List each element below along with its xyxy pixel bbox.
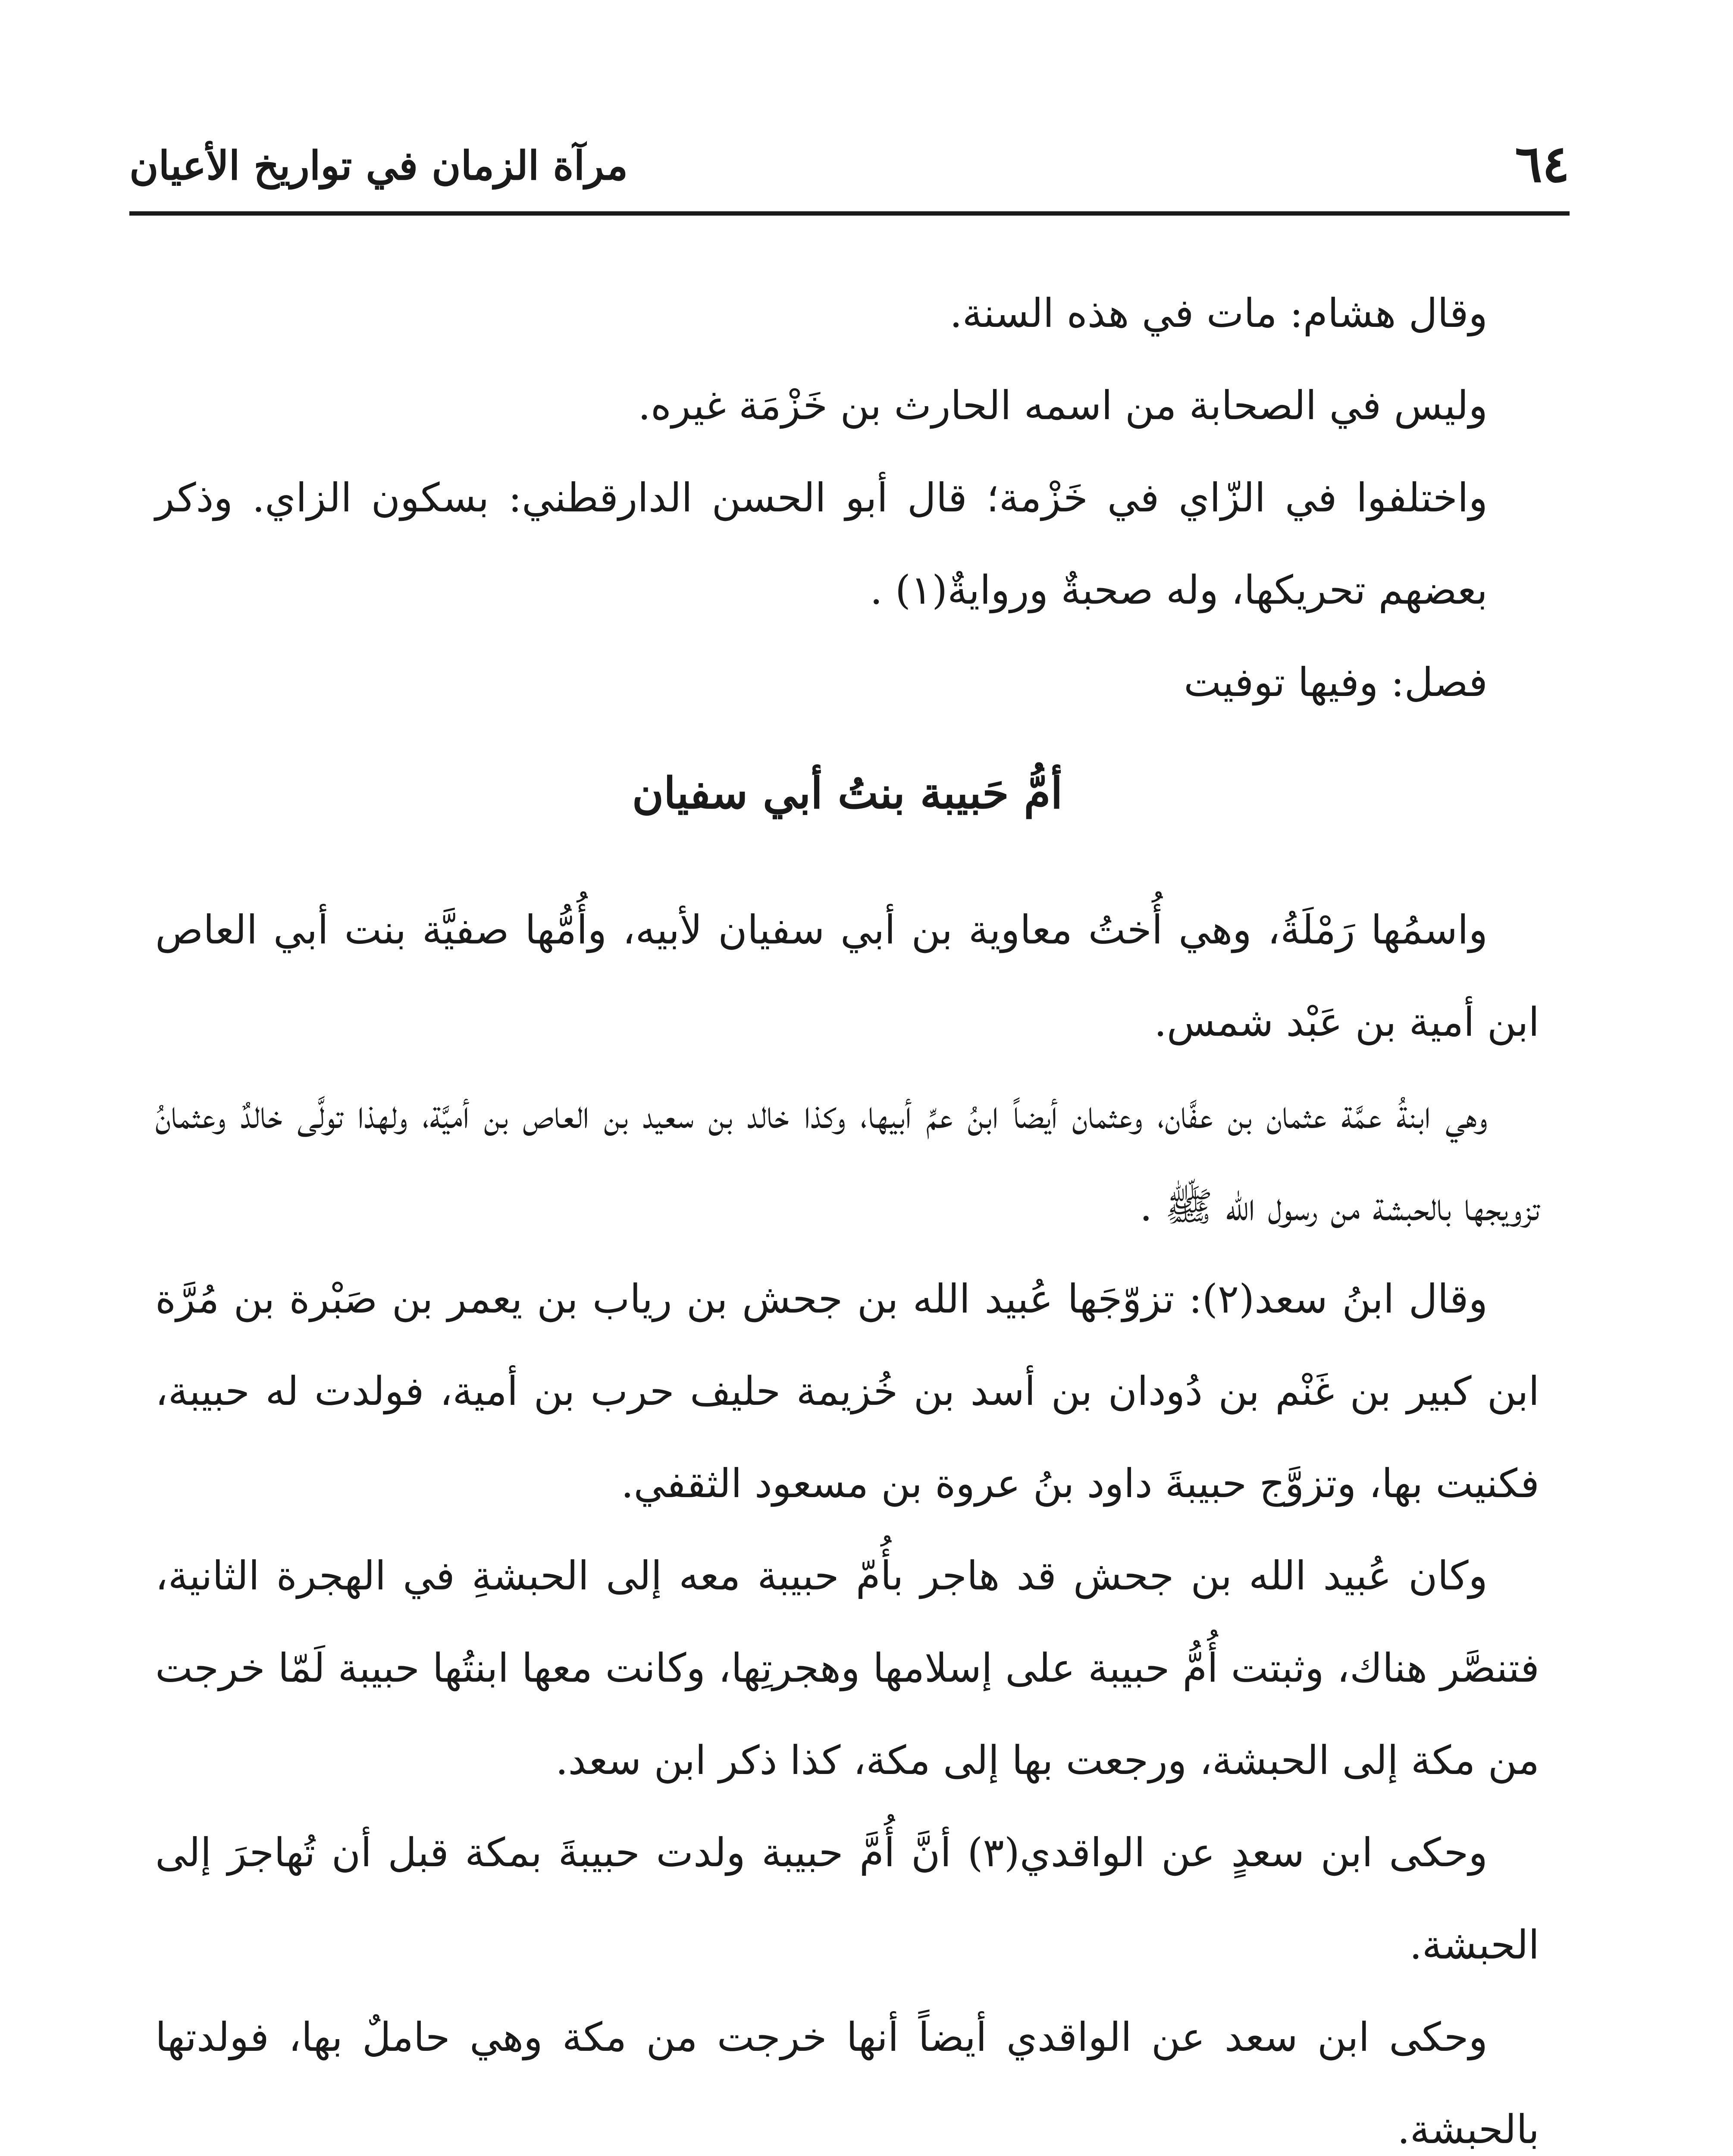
top-text-block (155, 267, 1539, 729)
paragraph: وقال ابنُ سعد(٢): تزوّجَها عُبيد الله بن جحش بن رياب بن يعمر بن صَبْرة بن مُرَّة ابن كبير بن غَنْم بن دُودان بن أسد بن خُزيمة حليف حرب بن أمية، فولدت له حبيبة، فكنيت بها، وتزوَّج حبيبةَ داود بنُ عروة بن مسعود الثقفي. (155, 1276, 1539, 1507)
paragraph: وقال هشام: مات في هذه السنة. (950, 290, 1488, 336)
paragraph: وكان عُبيد الله بن جحش قد هاجر بأُمّ حبيبة معه إلى الحبشةِ في الهجرة الثانية، فتنصَّر هناك، وثبتت أُمُّ حبيبة على إسلامها وهجرتِها، وكانت معها ابنتُها حبيبة لَمّا خرجت من مكة إلى الحبشة، ورجعت بها إلى مكة، كذا ذكر ابن سعد. (155, 1553, 1539, 1783)
paragraph: وحكى ابن سعدٍ عن الواقدي(٣) أنَّ أُمَّ حبيبة ولدت حبيبةَ بمكة قبل أن تُهاجرَ إلى الحبشة. (155, 1830, 1539, 1968)
paragraph: واختلفوا في الزّاي في خَزْمة؛ قال أبو الحسن الدارقطني: بسكون الزاي. وذكر بعضهم تحريكها، وله صحبةٌ وروايةٌ(١) . (155, 475, 1488, 613)
paragraph: وليس في الصحابة من اسمه الحارث بن خَزْمَة غيره. (638, 382, 1488, 429)
page-number: ٦٤ (1515, 134, 1570, 194)
section-label: فصل: وفيها توفيت (1184, 659, 1488, 705)
paragraph: وهي ابنةُ عمَّة عثمان بن عفَّان، وعثمان أيضاً ابنُ عمِّ أبيها، وكذا خالد بن سعيد بن العاص بن أميَّة، ولهذا تولَّى خالدٌ وعثمانُ تزويجها بالحبشة من رسول الله ﷺ . (155, 1091, 1539, 1230)
section-heading: أمُّ حَبيبة بنتُ أبي سفيان (632, 768, 1063, 818)
running-title: مرآة الزمان في تواريخ الأعيان (129, 142, 628, 189)
header-divider (129, 211, 1570, 216)
main-text-block (155, 884, 1539, 2156)
page-header (129, 134, 1570, 220)
paragraph: واسمُها رَمْلَةُ، وهي أُختُ معاوية بن أبي سفيان لأبيه، وأُمُّها صفيَّة بنت أبي العاص ابن أمية بن عَبْد شمس. (155, 907, 1539, 1045)
paragraph: وحكى ابن سعد عن الواقدي أيضاً أنها خرجت من مكة وهي حاملٌ بها، فولدتها بالحبشة. (155, 2014, 1539, 2153)
